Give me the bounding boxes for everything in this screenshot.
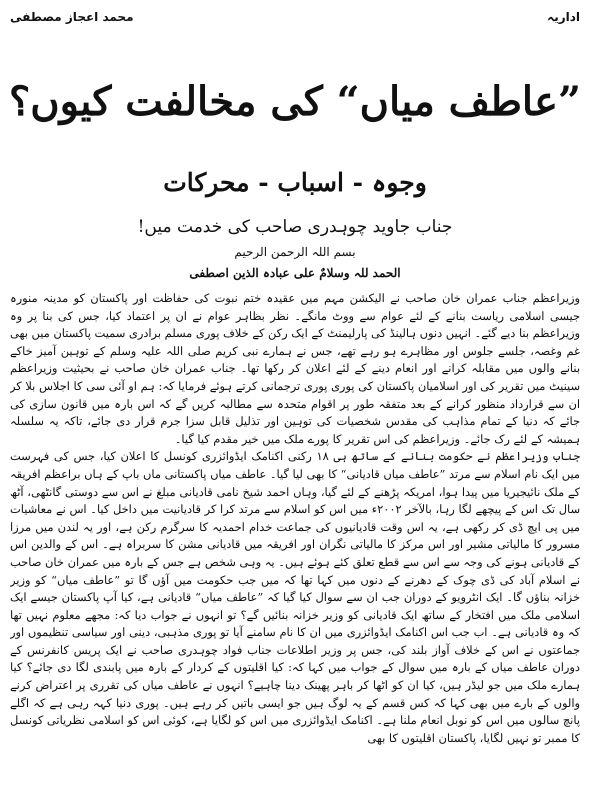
page-header	[10, 4, 580, 30]
body-paragraph-2: جناب وزیراعظم نے حکومت بنانے کے ساتھ ہی ۱۸ رکنی اکنامک ایڈوائزری کونسل کا اعلان کیا، جس کی فہرست میں ایک نام اسلام سے مرتد ”عاطف میاں قادیانی“ کا بھی لیا گیا۔ عاطف میاں پاکستانی ماں باپ کے ہاں براعظم افریقہ کے ملک نائیجیریا میں پیدا ہوا، امریکہ پڑھنے کے لئے گیا، وہاں احمد شیخ نامی قادیانی مبلغ نے اس سے دوستی گانٹھی، آٹھ سال تک اس کے پیچھے لگا رہا، بالآخر ۲۰۰۲ء میں اس کو اسلام سے مرتد کرا کر قادیانیت میں داخل کیا۔ اس نے معاشیات میں پی ایچ ڈی کر رکھی ہے، یہ اس وقت قادیانیوں کی جماعت خدام احمدیہ کا سرگرم رکن ہے، اور یہ لندن میں مرزا مسرور کا مالیاتی مشیر اور اس مرکز کا مالیاتی نگران اور افریقہ میں قادیانی مشن کا سربراہ ہے۔ اس کے والدین اس کے قادیانی ہونے کی وجہ سے اس سے قطع تعلق کئے ہوئے ہیں۔ یہ وہی شخص ہے جس کے بارہ میں عمران خان صاحب نے اسلام آباد کی ڈی چوک کے دھرنے کے دنوں میں کہا تھا کہ میں جب حکومت میں آؤں گا تو ”عاطف میاں“ کو وزیر خزانہ بناؤں گا۔ ایک انٹرویو کے دوران جب ان سے سوال کیا گیا کہ ”عاطف میاں“ قادیانی ہے، کیا آپ پاکستان جیسے ایک اسلامی ملک میں افتخار کے ساتھ ایک قادیانی کو وزیر خزانہ بنائیں گے؟ تو انہوں نے جواب دیا کہ: مجھے معلوم نہیں تھا کہ وہ قادیانی ہے۔ اب جب اس اکنامک ایڈوائزری میں ان کا نام سامنے آیا تو پوری مذہبی، دینی اور سیاسی تنظیموں اور جماعتوں نے اس کے خلاف آواز بلند کی، جس پر وزیر اطلاعات جناب فواد چوہدری صاحب نے ایک پریس کانفرنس کے دوران عاطف میاں کے بارہ میں سوال کے جواب میں کہا کہ: کیا اقلیتوں کے کردار کے بارہ میں پابندی لگا دی جائے؟ کیا ہمارے ملک میں جو لیڈر ہیں، کیا ان کو اٹھا کر باہر پھینک دینا چاہیے؟ انہوں نے عاطف میاں کی تقرری پر اعتراض کرنے والوں کے بارے میں بھی کہا کہ کس قسم کے یہ لوگ ہیں جو ایسی باتیں کر رہے ہیں۔ پوری دنیا کہہ رہی ہے کہ اگلے پانچ سالوں میں اس کو نوبل انعام ملنا ہے۔ اکنامک ایڈوائزری میں اس کو لگایا ہے، کوئی اس کو اسلامی نظریاتی کونسل کا ممبر تو نہیں لگایا، پاکستان اقلیتوں کا بھی	[10, 449, 580, 745]
headline: ”عاطف میاں“ کی مخالفت کیوں؟	[9, 78, 581, 125]
bismillah-line: بسم اللہ الرحمن الرحیم	[234, 245, 356, 259]
author-name: محمد اعجاز مصطفی	[10, 10, 134, 24]
section-label: اداریہ	[547, 10, 580, 24]
body-paragraph-1: وزیراعظم جناب عمران خان صاحب نے الیکشن مہم میں عقیدہ ختم نبوت کی حفاظت اور پاکستان کو مدینہ منورہ جیسی اسلامی ریاست بنانے کے لئے عوام سے ووٹ مانگے۔ نظر بظاہر عوام نے ان پر اعتماد کیا، جس کی بنا پر وہ وزیراعظم بنا دیے گئے۔ انہیں دنوں ہالینڈ کی پارلیمنٹ کے ایک رکن کے خلاف پوری مسلم برادری سمیت پاکستان میں بھی غم وغصہ، جلسے جلوس اور مظاہرے ہو رہے تھے، جس نے ہمارے نبی کریم صلی اللہ علیہ وسلم کے توہین آمیز خاکے بنانے والوں میں مقابلہ کرانے اور انعام دینے کے لئے اعلان کر رکھا تھا۔ جناب عمران خان صاحب نے بحیثیت وزیراعظم سینیٹ میں تقریر کی اور اسلامیان پاکستان کی پوری پوری ترجمانی کرتے ہوئے فرمایا کہ: ہم او آئی سی کا اجلاس بلا کر ان سے قرارداد منظور کرانے کے بعد متفقہ طور پر اقوام متحدہ سے مطالبہ کریں گے کہ اس بارہ میں قانون سازی کی جائے کہ دنیا کے تمام مذاہب کی مقدس شخصیات کی توہین اور تذلیل قابل سزا جرم قرار دی جائے، تاکہ یہ سلسلہ ہمیشہ کے لئے رک جائے۔ وزیراعظم کی اس تقریر کا پورے ملک میں خیر مقدم کیا گیا۔	[10, 291, 580, 446]
subheading: وجوہ - اسباب - محرکات	[163, 168, 427, 197]
article-body	[10, 290, 580, 795]
hamd-line: الحمد للہ وسلامٌ علی عبادہ الذین اصطفی	[189, 266, 401, 280]
addressee-line: جناب جاوید چوہدری صاحب کی خدمت میں!	[137, 217, 453, 237]
